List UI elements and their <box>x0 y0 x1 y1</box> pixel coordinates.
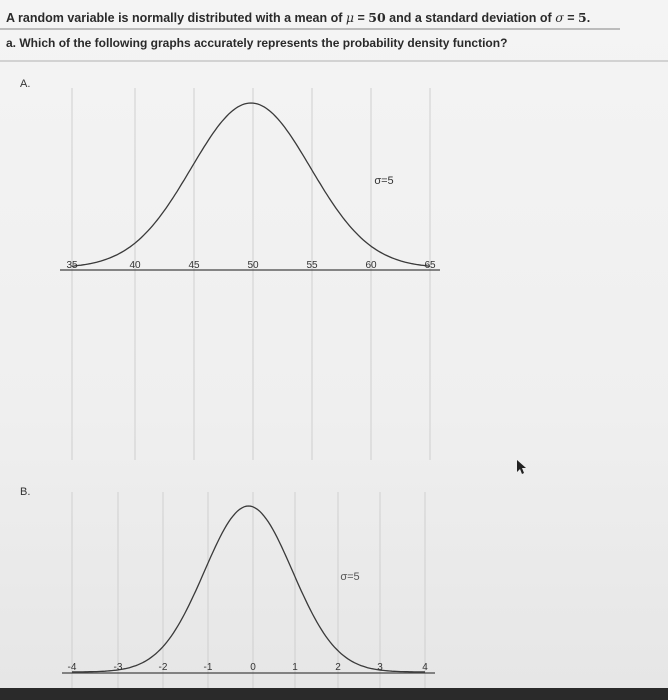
sigma-annotation: σ=5 <box>374 175 394 187</box>
tick-label: 2 <box>335 662 341 673</box>
option-b-graph[interactable] <box>0 488 668 688</box>
tick-label: -4 <box>67 662 77 673</box>
tick-label: 55 <box>306 260 318 271</box>
option-a-label[interactable]: A. <box>20 78 31 90</box>
tick-label: 65 <box>424 260 436 271</box>
mu-symbol: μ <box>345 10 355 25</box>
density-curve <box>72 506 425 672</box>
graph-a-svg <box>0 80 668 470</box>
divider <box>0 28 620 30</box>
option-b-label[interactable]: B. <box>20 486 31 498</box>
tick-label: 1 <box>292 662 298 673</box>
part-a-prefix: a. <box>6 36 17 50</box>
tick-label: 3 <box>377 662 383 673</box>
tick-label: 50 <box>247 260 259 271</box>
mouse-cursor-icon <box>515 459 527 475</box>
sigma-symbol: σ <box>555 10 564 25</box>
mean-value: 50 <box>368 10 386 25</box>
question-text: A random variable is normally distributed with a mean of μ = 50 and a standard deviation of σ = 5. <box>6 10 591 25</box>
tick-label: 4 <box>422 662 428 673</box>
tick-label: -3 <box>113 662 123 673</box>
tick-label: -2 <box>158 662 168 673</box>
option-a-graph[interactable] <box>0 80 668 470</box>
tick-label: 45 <box>188 260 200 271</box>
bottom-bar <box>0 688 668 700</box>
sd-value: 5 <box>577 10 587 25</box>
tick-label: 60 <box>365 260 377 271</box>
tick-label: 0 <box>250 662 256 673</box>
sigma-annotation: σ=5 <box>340 571 360 583</box>
graph-b-svg <box>0 488 668 688</box>
tick-label: 40 <box>129 260 141 271</box>
tick-label: -1 <box>203 662 213 673</box>
tick-label: 35 <box>66 260 78 271</box>
divider <box>0 60 668 62</box>
part-a-question: a. Which of the following graphs accurately represents the probability density function? <box>6 36 508 50</box>
